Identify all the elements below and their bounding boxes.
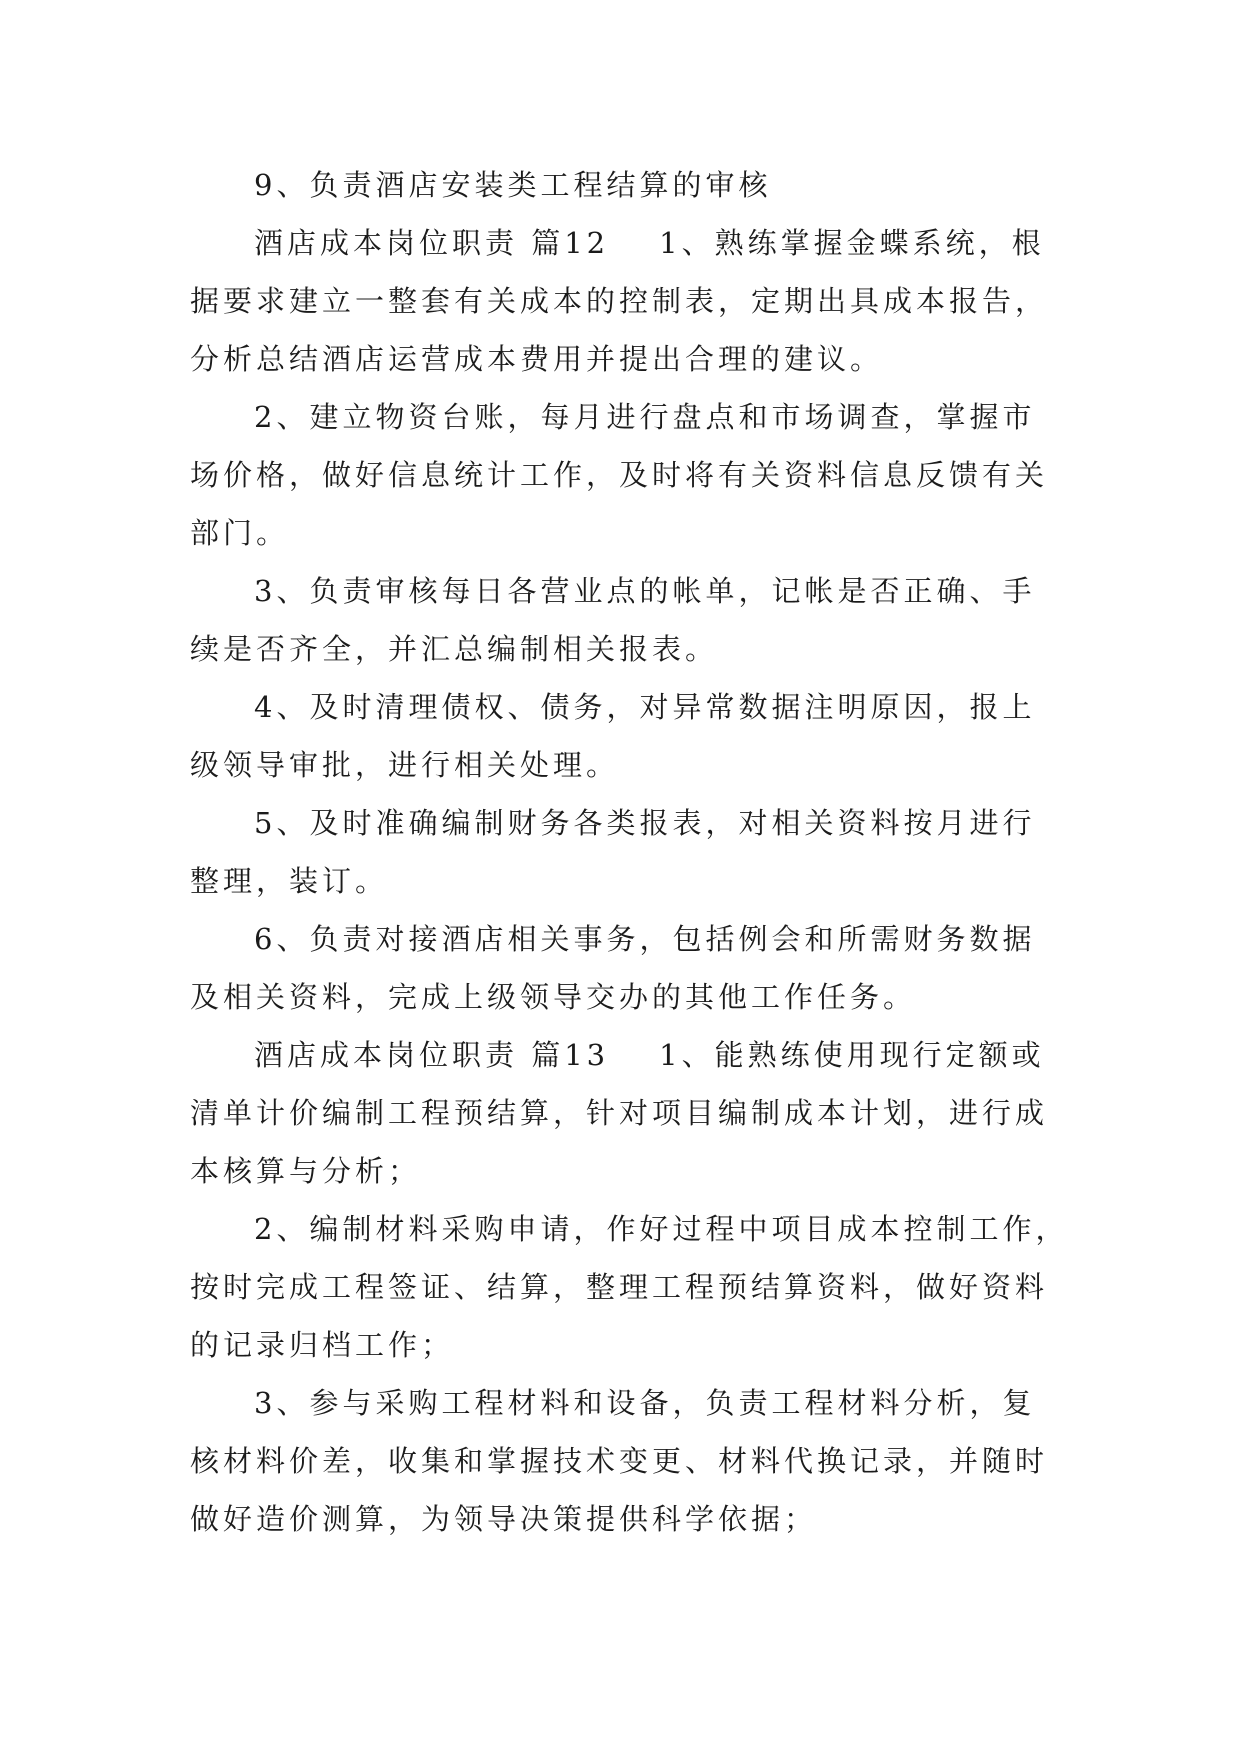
text-line: 清单计价编制工程预结算，针对项目编制成本计划，进行成 (190, 1096, 1049, 1130)
text-line-start: 1、能熟练使用现行定额或 (659, 1038, 1045, 1072)
text-line-start: 1、熟练掌握金蝶系统，根 (659, 226, 1045, 260)
text-line: 按时完成工程签证、结算，整理工程预结算资料，做好资料 (190, 1270, 1049, 1304)
paragraph (190, 156, 1056, 214)
text-line: 级领导审批，进行相关处理。 (190, 748, 620, 782)
text-line (190, 214, 1056, 272)
text-line: 3、负责审核每日各营业点的帐单，记帐是否正确、手 (254, 574, 1036, 608)
text-line: 核材料价差，收集和掌握技术变更、材料代换记录，并随时 (190, 1444, 1049, 1478)
section-heading: 酒店成本岗位职责 篇12 (254, 226, 610, 260)
paragraph (190, 1200, 1069, 1374)
text-line: 9、负责酒店安装类工程结算的审核 (254, 168, 772, 202)
paragraph (190, 562, 1056, 678)
paragraph (190, 678, 1056, 794)
paragraph (190, 910, 1056, 1026)
paragraph (190, 1026, 1056, 1200)
text-line: 的记录归档工作； (190, 1328, 455, 1362)
paragraph (190, 1374, 1056, 1548)
text-line: 2、编制材料采购申请，作好过程中项目成本控制工作， (254, 1212, 1069, 1246)
text-line: 续是否齐全，并汇总编制相关报表。 (190, 632, 719, 666)
paragraph (190, 794, 1056, 910)
text-line: 部门。 (190, 516, 290, 550)
text-line: 5、及时准确编制财务各类报表，对相关资料按月进行 (254, 806, 1036, 840)
paragraph (190, 388, 1056, 562)
paragraph (190, 214, 1056, 388)
text-line: 4、及时清理债权、债务，对异常数据注明原因，报上 (254, 690, 1036, 724)
text-line: 整理，装订。 (190, 864, 389, 898)
text-line (190, 1026, 1056, 1084)
text-line: 3、参与采购工程材料和设备，负责工程材料分析，复 (254, 1386, 1036, 1420)
text-line: 做好造价测算，为领导决策提供科学依据； (190, 1502, 818, 1536)
text-line: 本核算与分析； (190, 1154, 422, 1188)
text-line: 6、负责对接酒店相关事务，包括例会和所需财务数据 (254, 922, 1036, 956)
document-body (190, 156, 1069, 1548)
text-line: 据要求建立一整套有关成本的控制表，定期出具成本报告， (190, 284, 1049, 318)
text-line: 场价格，做好信息统计工作，及时将有关资料信息反馈有关 (190, 458, 1049, 492)
text-line: 2、建立物资台账，每月进行盘点和市场调查，掌握市 (254, 400, 1036, 434)
text-line: 分析总结酒店运营成本费用并提出合理的建议。 (190, 342, 884, 376)
section-heading: 酒店成本岗位职责 篇13 (254, 1038, 610, 1072)
text-line: 及相关资料，完成上级领导交办的其他工作任务。 (190, 980, 917, 1014)
